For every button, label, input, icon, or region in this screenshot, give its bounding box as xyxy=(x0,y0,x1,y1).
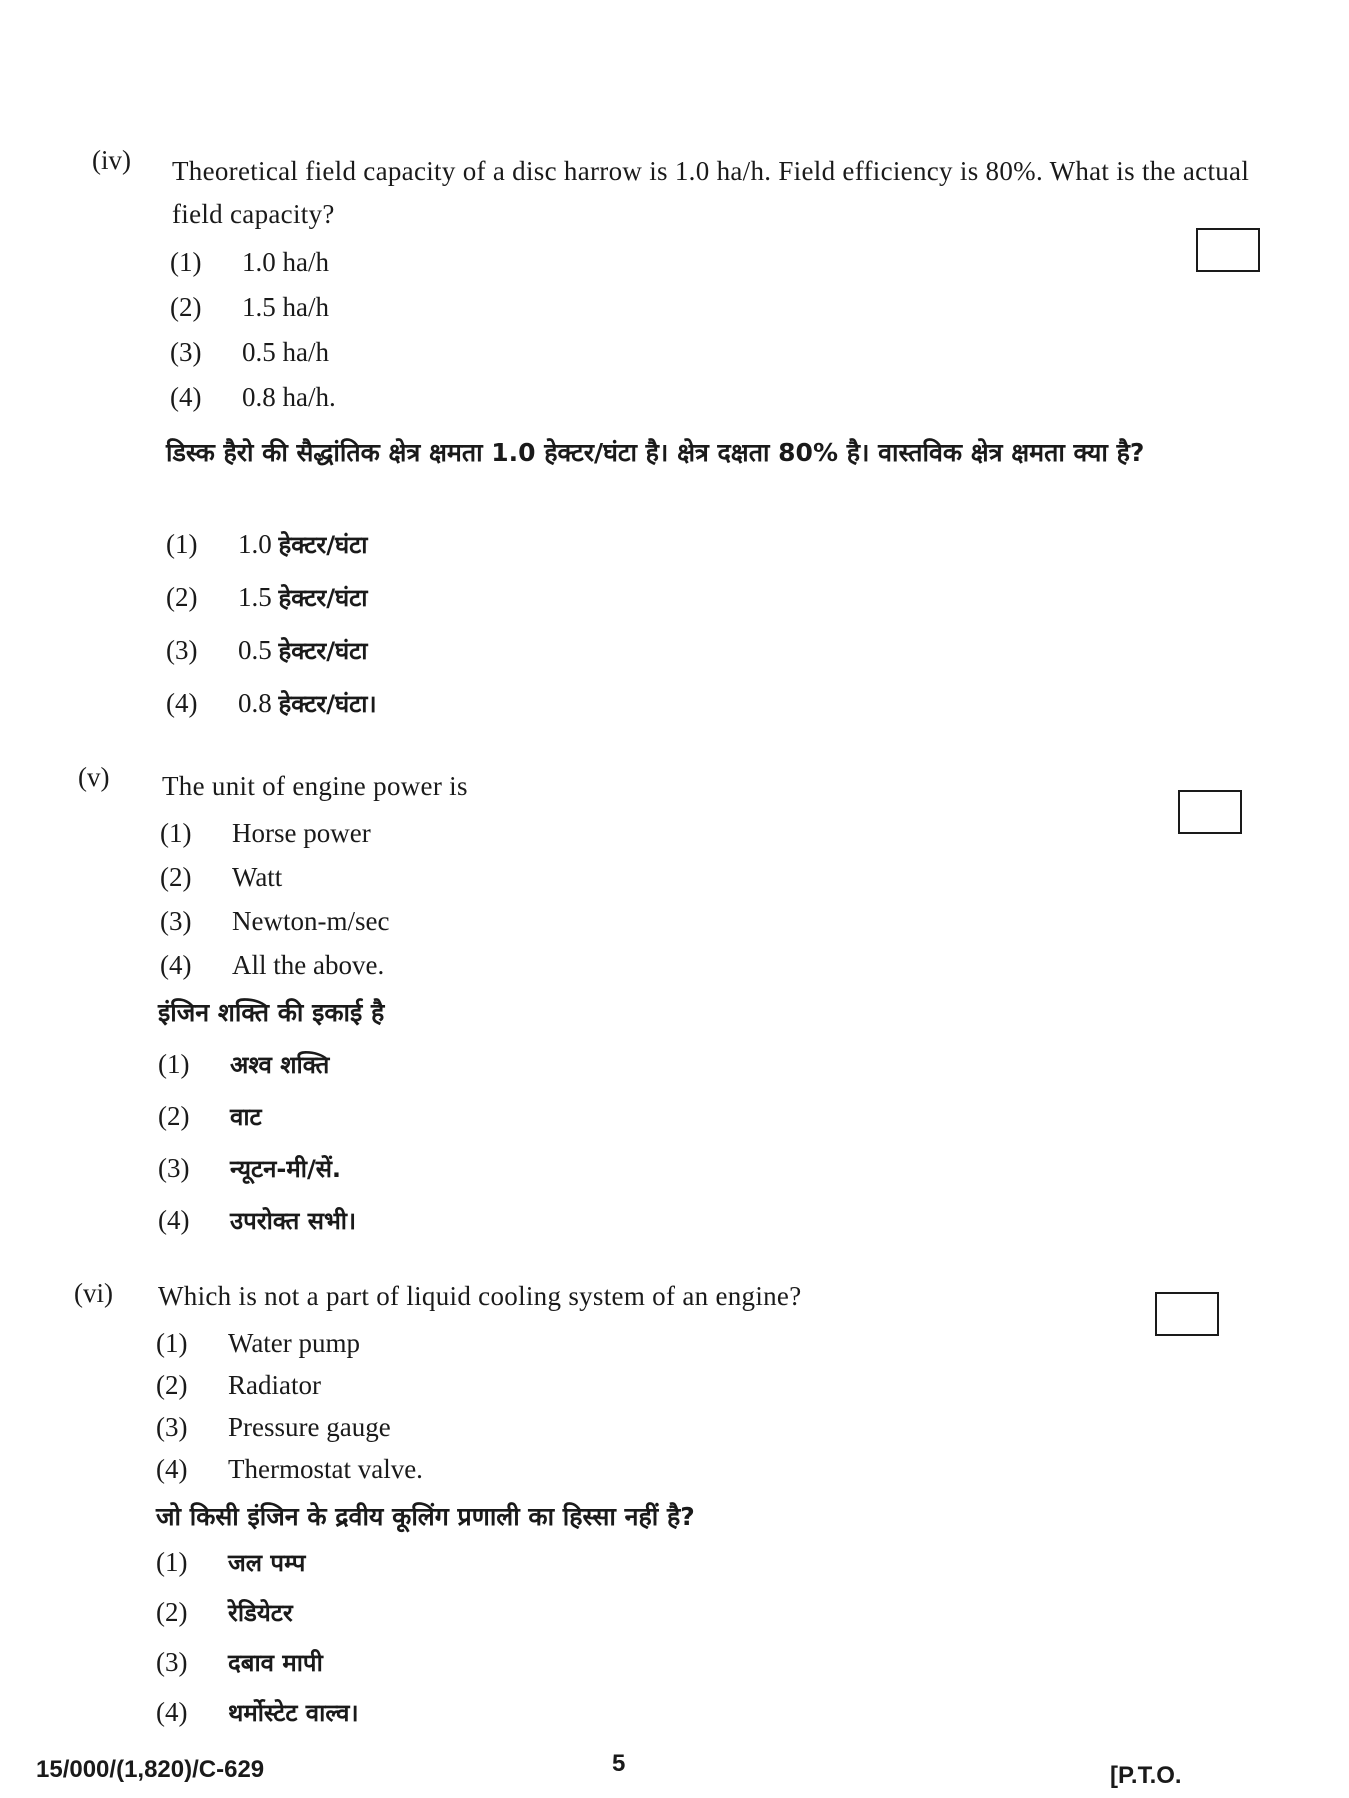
question-text-hindi: डिस्क हैरो की सैद्धांतिक क्षेत्र क्षमता 1.0 हेक्टर/घंटा है। क्षेत्र दक्षता 80% है। वास्तविक क्षेत्र क्षमता क्या है? xyxy=(166,438,1145,467)
option-number: (2) xyxy=(170,292,202,322)
option-value: 1.0 xyxy=(238,529,272,559)
option-text: Radiator xyxy=(228,1370,321,1400)
option-number: (1) xyxy=(156,1328,188,1358)
option-text: Water pump xyxy=(228,1328,361,1358)
paper-code: 15/000/(1,820)/C-629 xyxy=(36,1756,265,1783)
option-text: 0.5 ha/h xyxy=(242,337,329,367)
option-number: (4) xyxy=(166,688,198,718)
pto-label: [P.T.O. xyxy=(1110,1762,1182,1789)
option-text: जल पम्प xyxy=(228,1549,306,1577)
question-number: (vi) xyxy=(74,1278,113,1308)
question-text-hindi: इंजिन शक्ति की इकाई है xyxy=(158,998,385,1027)
question-text: Which is not a part of liquid cooling system of an engine? xyxy=(158,1281,802,1311)
option xyxy=(156,1696,359,1729)
option-text: न्यूटन-मी/सें. xyxy=(230,1155,342,1183)
option xyxy=(156,1328,360,1359)
option-text: 0.8 ha/h. xyxy=(242,382,336,412)
option-text: Thermostat valve. xyxy=(228,1454,423,1484)
option-text: दबाव मापी xyxy=(228,1649,323,1677)
option xyxy=(170,247,329,278)
option-number: (3) xyxy=(156,1647,188,1677)
option-number: (4) xyxy=(160,950,192,980)
option-text: Horse power xyxy=(232,818,371,848)
option-number: (3) xyxy=(166,635,198,665)
option-text: रेडियेटर xyxy=(228,1599,293,1627)
option xyxy=(160,906,389,937)
option-text: अश्व शक्ति xyxy=(230,1051,330,1079)
option xyxy=(158,1100,262,1133)
option xyxy=(170,292,329,323)
option-value: 0.5 xyxy=(238,635,272,665)
option-text: 1.5 ha/h xyxy=(242,292,329,322)
option-text: Pressure gauge xyxy=(228,1412,391,1442)
option-number: (1) xyxy=(170,247,202,277)
option xyxy=(170,337,329,368)
option xyxy=(160,818,371,849)
option-text: Watt xyxy=(232,862,283,892)
answer-box[interactable] xyxy=(1155,1292,1219,1336)
option-text: उपरोक्त सभी। xyxy=(230,1207,357,1235)
option-number: (4) xyxy=(158,1205,190,1235)
option-text: Newton-m/sec xyxy=(232,906,390,936)
option-number: (2) xyxy=(156,1597,188,1627)
option-number: (3) xyxy=(158,1153,190,1183)
option xyxy=(166,687,377,720)
option-number: (2) xyxy=(160,862,192,892)
option-text: All the above. xyxy=(232,950,385,980)
question-number: (iv) xyxy=(92,145,131,175)
option xyxy=(160,862,282,893)
option-text: हेक्टर/घंटा xyxy=(278,637,368,665)
page-number: 5 xyxy=(612,1750,626,1777)
option xyxy=(166,634,368,667)
option xyxy=(156,1546,305,1579)
option-text: थर्मोस्टेट वाल्व। xyxy=(228,1699,359,1727)
option-number: (3) xyxy=(160,906,192,936)
option-number: (2) xyxy=(166,582,198,612)
option xyxy=(158,1204,356,1237)
option xyxy=(160,950,384,981)
option xyxy=(158,1048,329,1081)
option-text: हेक्टर/घंटा। xyxy=(278,690,377,718)
option-value: 0.8 xyxy=(238,688,272,718)
option-number: (3) xyxy=(170,337,202,367)
option-number: (2) xyxy=(156,1370,188,1400)
option-number: (1) xyxy=(166,529,198,559)
answer-box[interactable] xyxy=(1196,228,1260,272)
option xyxy=(166,528,368,561)
option-number: (1) xyxy=(160,818,192,848)
option xyxy=(158,1152,341,1185)
option xyxy=(156,1412,391,1443)
option xyxy=(156,1454,423,1485)
option-number: (1) xyxy=(156,1547,188,1577)
option xyxy=(166,581,368,614)
option-number: (1) xyxy=(158,1049,190,1079)
option-text: 1.0 ha/h xyxy=(242,247,329,277)
option xyxy=(156,1596,293,1629)
option xyxy=(156,1646,323,1679)
option-text: हेक्टर/घंटा xyxy=(278,531,368,559)
option xyxy=(156,1370,321,1401)
option-text: वाट xyxy=(230,1103,262,1131)
question-text: Theoretical field capacity of a disc harrow is 1.0 ha/h. Field efficiency is 80%. What is the actual field capacity? xyxy=(172,156,1250,229)
option-text: हेक्टर/घंटा xyxy=(278,584,368,612)
option-value: 1.5 xyxy=(238,582,272,612)
option-number: (4) xyxy=(156,1697,188,1727)
option-number: (4) xyxy=(156,1454,188,1484)
question-text-hindi: जो किसी इंजिन के द्रवीय कूलिंग प्रणाली का हिस्सा नहीं है? xyxy=(156,1502,695,1531)
option-number: (2) xyxy=(158,1101,190,1131)
option xyxy=(170,382,336,413)
option-number: (4) xyxy=(170,382,202,412)
question-number: (v) xyxy=(78,762,110,792)
question-text: The unit of engine power is xyxy=(162,771,468,801)
option-number: (3) xyxy=(156,1412,188,1442)
answer-box[interactable] xyxy=(1178,790,1242,834)
